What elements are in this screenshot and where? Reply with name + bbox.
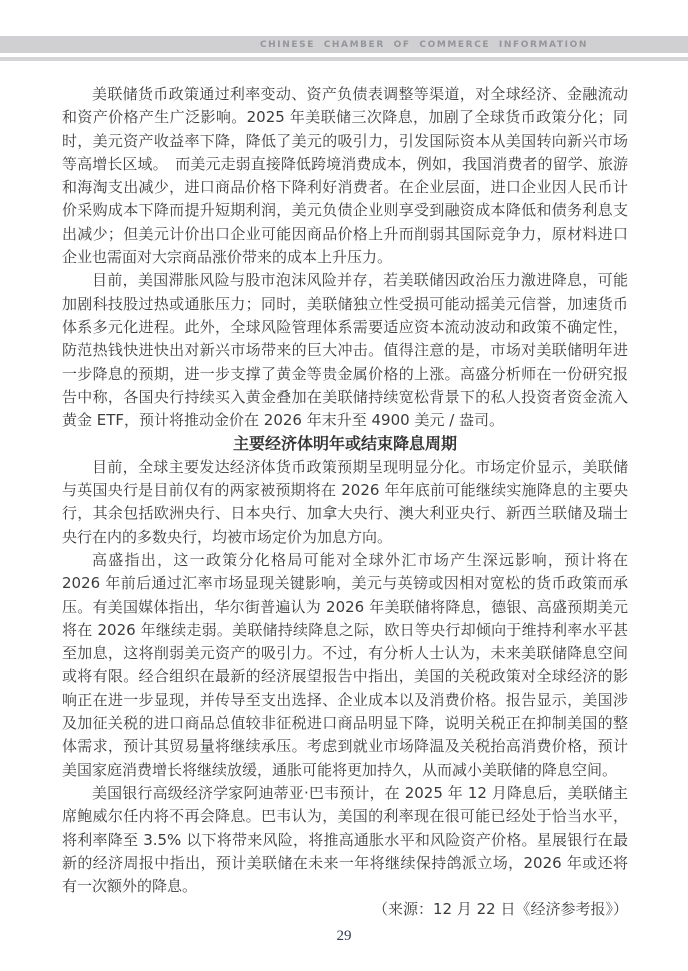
paragraph-stagflation-gold: 目前，美国滞胀风险与股市泡沫风险并存，若美联储因政治压力激进降息，可能加剧科技股过热或通胀压力；同时，美联储独立性受损可能动摇美元信誉，加速货币体系多元化进程。此外，全球风险管理体系需要适应资本流动波动和政策不确定性，防范热钱快进快出对新兴市场带来的巨大冲击。值得注意的是，市场对美联储明年进一步降息的预期，进一步支撑了黄金等贵金属价格的上涨。高盛分析师在一份研究报告中称，各国央行持续买入黄金叠加在美联储持续宽松背景下的私人投资者资金流入黄金 ETF，预计将推动金价在 2026 年末升至 4900 美元 / 盎司。: [62, 271, 628, 430]
page-header-bar: [0, 36, 688, 53]
source-attribution: （来源：12 月 22 日《经济参考报》）: [373, 900, 628, 919]
article-body: [62, 83, 628, 922]
paragraph-fed-policy-impact: 美联储货币政策通过利率变动、资产负债表调整等渠道，对全球经济、金融流动和资产价格产生广泛影响。2025 年美联储三次降息，加剧了全球货币政策分化；同时，美元资产收益率下降，降低了美元的吸引力，引发国际资本从美国转向新兴市场等高增长区域。 而美元走弱直接降低跨境消费成本，例如，我国消费者的留学、旅游和海淘支出减少，进口商品价格下降利好消费者。在企业层面，进口企业因人民币计价采购成本下降而提升短期利润，美元负债企业则享受到融资成本降低和债务利息支出减少；但美元计价出口企业可能因商品价格上升而削弱其国际竞争力，原材料进口企业也需面对大宗商品涨价带来的成本上升压力。: [62, 85, 628, 267]
paragraph-goldman-oecd-outlook: 高盛指出，这一政策分化格局可能对全球外汇市场产生深远影响，预计将在 2026 年前后通过汇率市场显现关键影响，美元与英镑或因相对宽松的货币政策而承压。有美国媒体指出，华尔街普遍认为 2026 年美联储将降息，德银、高盛预期美元将在 2026 年继续走弱。美联储持续降息之际，欧日等央行却倾向于维持利率水平甚至加息，这将削弱美元资产的吸引力。不过，有分析人士认为，未来美联储降息空间或将有限。经合组织在最新的经济展望报告中指出，美国的关税政策对全球经济的影响正在进一步显现，并传导至支出选择、企业成本以及消费价格。报告显示，美国涉及加征关税的进口商品总值较非征税进口商品明显下降，说明关税正在抑制美国的整体需求，预计其贸易量将继续承压。考虑到就业市场降温及关税抬高消费价格，预计美国家庭消费增长将继续放缓，通胀可能将更加持久，从而减小美联储的降息空间。: [62, 550, 628, 779]
paragraph-policy-divergence: 目前，全球主要发达经济体货币政策预期呈现明显分化。市场定价显示，美联储与英国央行是目前仅有的两家被预期将在 2026 年年底前可能继续实施降息的主要央行，其余包括欧洲央行、日本央行、加拿大央行、澳大利亚央行、新西兰联储及瑞士央行在内的多数央行，均被市场定价为加息方向。: [62, 457, 628, 546]
section-heading: 主要经济体明年或结束降息周期: [232, 434, 457, 454]
header-title: CHINESE CHAMBER OF COMMERCE INFORMATION: [259, 39, 588, 50]
page-number: 29: [336, 928, 352, 944]
header-rule: [0, 57, 688, 61]
paragraph-bofa-dbs-forecast: 美国银行高级经济学家阿迪蒂亚·巴韦预计，在 2025 年 12 月降息后，美联储主席鲍威尔任内将不再会降息。巴韦认为，美国的利率现在很可能已经处于恰当水平，将利率降至 3.5% 以下将带来风险，将推高通胀水平和风险资产价格。星展银行在最新的经济周报中指出，预计美联储在未来一年将继续保持鸽派立场，2026 年或还将有一次额外的降息。: [62, 783, 628, 896]
